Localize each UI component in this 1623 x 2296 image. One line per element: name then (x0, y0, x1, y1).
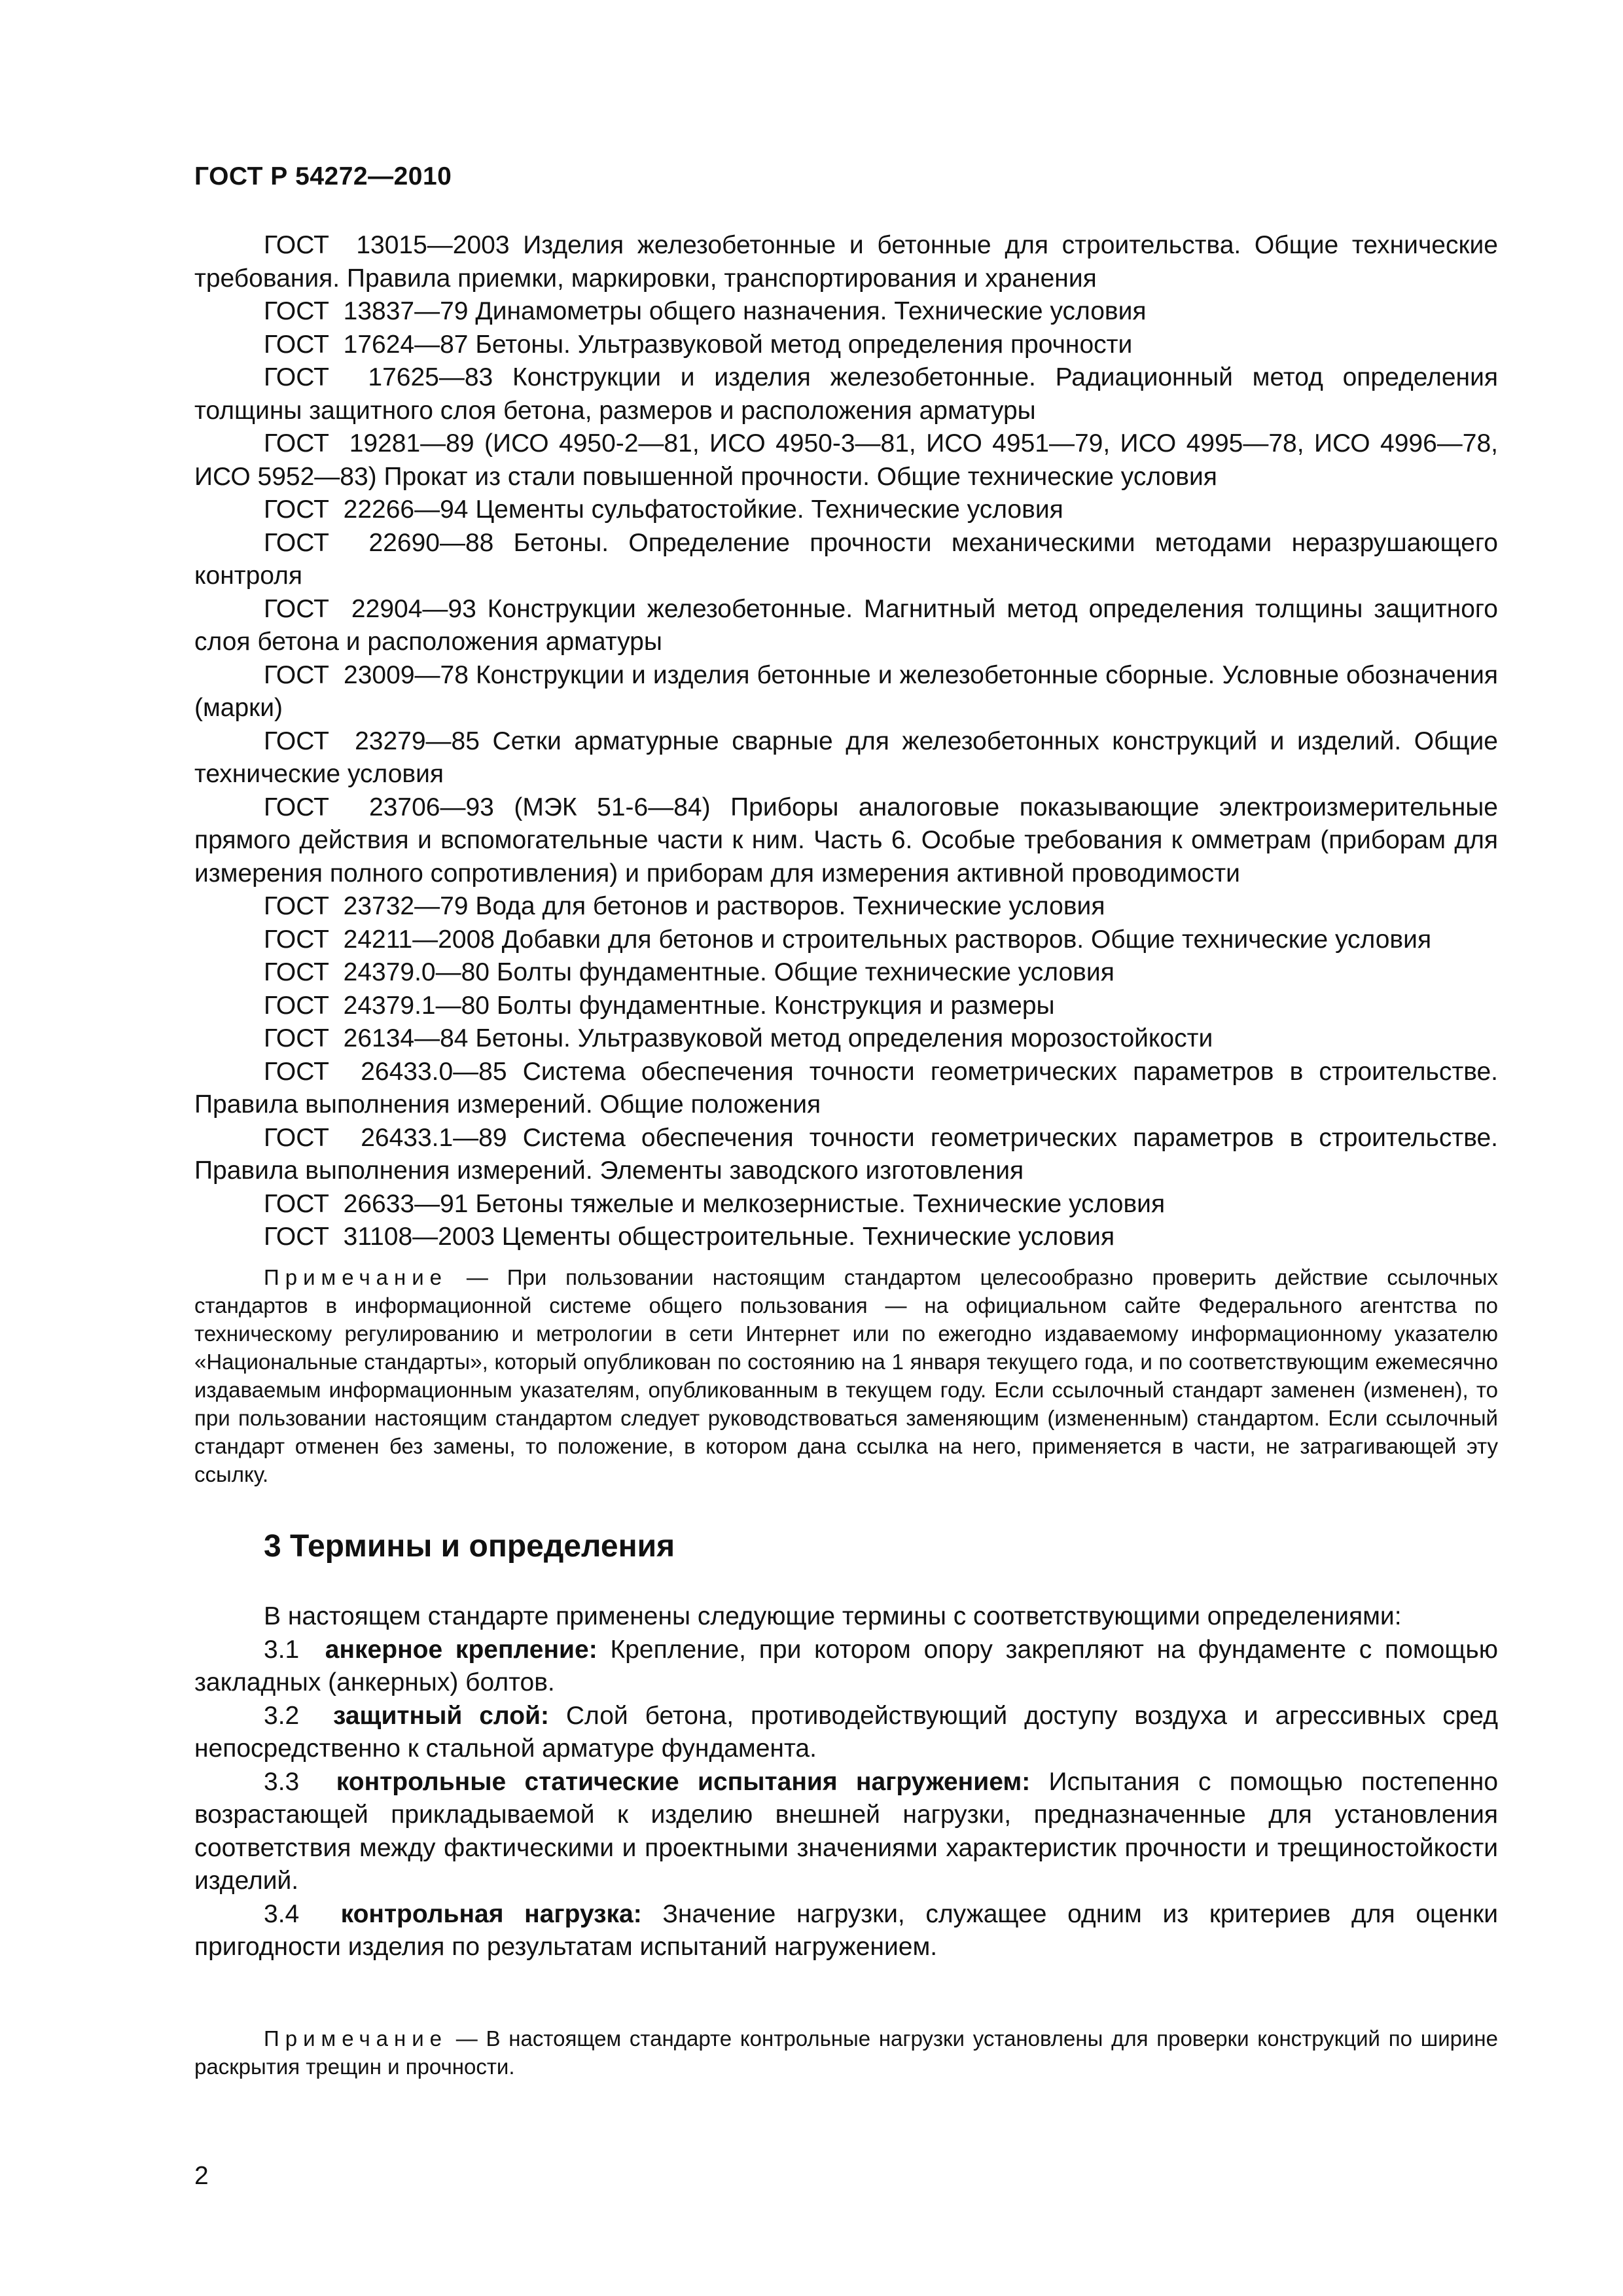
note-label: Примечание (264, 2026, 448, 2051)
note-label: Примечание (264, 1265, 448, 1289)
reference-title: Бетоны. Определение прочности механическими методами неразрушающего контроля (194, 528, 1498, 590)
reference-item (194, 229, 1498, 295)
reference-title: Система обеспечения точности геометрических параметров в строительстве. Правила выполнения измерений. Элементы заводского изготовления (194, 1123, 1498, 1185)
reference-code: ГОСТ 26633—91 (264, 1189, 469, 1218)
reference-title: Болты фундаментные. Конструкция и размеры (496, 991, 1055, 1020)
reference-code: ГОСТ 24379.1—80 (264, 991, 490, 1020)
reference-item (194, 593, 1498, 659)
reference-title: Вода для бетонов и растворов. Технические условия (475, 892, 1105, 920)
reference-item (194, 329, 1498, 362)
term-number: 3.4 (264, 1899, 300, 1928)
reference-code: ГОСТ 24211—2008 (264, 925, 495, 954)
reference-code: ГОСТ 17624—87 (264, 330, 469, 359)
reference-item (194, 493, 1498, 527)
reference-code: ГОСТ 23279—85 (264, 726, 480, 755)
reference-code: ГОСТ 24379.0—80 (264, 958, 490, 986)
reference-title: Бетоны тяжелые и мелкозернистые. Технические условия (475, 1189, 1166, 1218)
reference-item (194, 659, 1498, 725)
term-number: 3.2 (264, 1701, 300, 1730)
terms-intro: В настоящем стандарте применены следующие термины с соответствующими определениями: (264, 1602, 1402, 1630)
reference-item (194, 725, 1498, 791)
reference-code: ГОСТ 17625—83 (264, 363, 493, 391)
reference-item (194, 1221, 1498, 1254)
term-definition: Значение нагрузки, служащее одним из критериев для оценки пригодности изделия по результатам испытаний нагружением. (194, 1899, 1498, 1961)
term-name: защитный слой: (332, 1701, 549, 1730)
reference-code: ГОСТ 19281—89 (264, 429, 474, 457)
reference-title: Система обеспечения точности геометрических параметров в строительстве. Правила выполнения измерений. Общие положения (194, 1057, 1498, 1119)
reference-item (194, 1056, 1498, 1122)
reference-code: ГОСТ 13015—2003 (264, 231, 510, 259)
page-number: 2 (194, 2162, 209, 2190)
reference-code: ГОСТ 23009—78 (264, 660, 469, 689)
reference-item (194, 295, 1498, 329)
reference-code: ГОСТ 22904—93 (264, 594, 476, 623)
reference-code: ГОСТ 31108—2003 (264, 1223, 495, 1251)
term-definition: Испытания с помощью постепенно возрастающей прикладываемой к изделию внешней нагрузки, предназначенные для установления соответствия между фактическими и проектными значениями характеристик прочности и трещиностойкости изделий. (194, 1767, 1499, 1895)
reference-code: ГОСТ 26433.1—89 (264, 1123, 507, 1152)
reference-item (194, 924, 1498, 957)
reference-title: Сетки арматурные сварные для железобетонных конструкций и изделий. Общие технические условия (194, 726, 1498, 788)
reference-title: Изделия железобетонные и бетонные для строительства. Общие технические требования. Правила приемки, маркировки, транспортирования и хранения (194, 231, 1498, 293)
term-item (194, 1634, 1498, 1700)
term-name: контрольная нагрузка: (340, 1899, 642, 1928)
reference-code: ГОСТ 26433.0—85 (264, 1057, 507, 1086)
reference-title: Конструкции и изделия бетонные и железобетонные сборные. Условные обозначения (марки) (194, 660, 1499, 722)
reference-code: ГОСТ 26134—84 (264, 1024, 469, 1052)
note-text: — В настоящем стандарте контрольные нагрузки установлены для проверки конструкций по ширине раскрытия трещин и прочности. (194, 2026, 1498, 2079)
term-item (194, 1766, 1498, 1898)
term-name: контрольные статические испытания нагружением: (336, 1767, 1031, 1796)
document-header: ГОСТ Р 54272—2010 (194, 162, 452, 190)
reference-item (194, 791, 1498, 891)
note-text: — При пользовании настоящим стандартом целесообразно проверить действие ссылочных стандартов в информационной системе общего пользования — на официальном сайте Федерального агентства по техническому регулированию и метрологии в сети Интернет или по ежегодно издаваемому информационному указателю «Национальные стандарты», который опубликован по состоянию на 1 января текущего года, и по соответствующим ежемесячно издаваемым информационным указателям, опубликованным в текущем году. Если ссылочный стандарт заменен (изменен), то при пользовании настоящим стандартом следует руководствоваться заменяющим (измененным) стандартом. Если ссылочный стандарт отменен без замены, то положение, в котором дана ссылка на него, применяется в части, не затрагивающей эту ссылку. (194, 1265, 1498, 1486)
reference-code: ГОСТ 23732—79 (264, 892, 469, 920)
reference-title: Цементы общестроительные. Технические условия (501, 1223, 1115, 1251)
references-note (194, 1263, 1498, 1488)
reference-item (194, 427, 1498, 493)
reference-item (194, 956, 1498, 990)
reference-title: Добавки для бетонов и строительных растворов. Общие технические условия (501, 925, 1432, 954)
reference-code: ГОСТ 23706—93 (264, 793, 494, 821)
reference-title: Бетоны. Ультразвуковой метод определения прочности (475, 330, 1133, 359)
reference-title: (ИСО 4950-2—81, ИСО 4950-3—81, ИСО 4951—79, ИСО 4995—78, ИСО 4996—78, ИСО 5952—83) Прокат из стали повышенной прочности. Общие технические условия (194, 429, 1498, 491)
reference-item (194, 1122, 1498, 1188)
reference-title: Динамометры общего назначения. Технические условия (475, 297, 1147, 325)
reference-title: Бетоны. Ультразвуковой метод определения морозостойкости (475, 1024, 1213, 1052)
reference-title: (МЭК 51-6—84) Приборы аналоговые показывающие электроизмерительные прямого действия и вспомогательные части к ним. Часть 6. Особые требования к омметрам (приборам для измерения полного сопротивления) и приборам для измерения активной проводимости (194, 793, 1498, 888)
term-number: 3.1 (264, 1635, 300, 1664)
reference-title: Конструкции и изделия железобетонные. Радиационный метод определения толщины защитного слоя бетона, размеров и расположения арматуры (194, 363, 1498, 425)
reference-title: Цементы сульфатостойкие. Технические условия (475, 495, 1063, 524)
section-heading: 3 Термины и определения (264, 1529, 675, 1564)
reference-code: ГОСТ 13837—79 (264, 297, 469, 325)
term-name: анкерное крепление: (325, 1635, 597, 1664)
reference-item (194, 1188, 1498, 1221)
reference-item (194, 1022, 1498, 1056)
reference-code: ГОСТ 22266—94 (264, 495, 469, 524)
reference-item (194, 361, 1498, 427)
reference-item (194, 890, 1498, 924)
term-number: 3.3 (264, 1767, 300, 1796)
normative-references-list (194, 229, 1498, 1254)
reference-code: ГОСТ 22690—88 (264, 528, 494, 557)
term-definition: Крепление, при котором опору закрепляют на фундаменте с помощью закладных (анкерных) болтов. (194, 1635, 1499, 1696)
reference-title: Болты фундаментные. Общие технические условия (496, 958, 1115, 986)
term-item (194, 1898, 1498, 1964)
term-item (194, 1700, 1498, 1766)
terms-note (194, 2024, 1498, 2081)
terms-list (194, 1600, 1498, 1964)
reference-item (194, 527, 1498, 593)
reference-title: Конструкции железобетонные. Магнитный метод определения толщины защитного слоя бетона и расположения арматуры (194, 594, 1498, 656)
term-definition: Слой бетона, противодействующий доступу воздуха и агрессивных сред непосредственно к стальной арматуре фундамента. (194, 1701, 1498, 1763)
reference-item (194, 990, 1498, 1023)
